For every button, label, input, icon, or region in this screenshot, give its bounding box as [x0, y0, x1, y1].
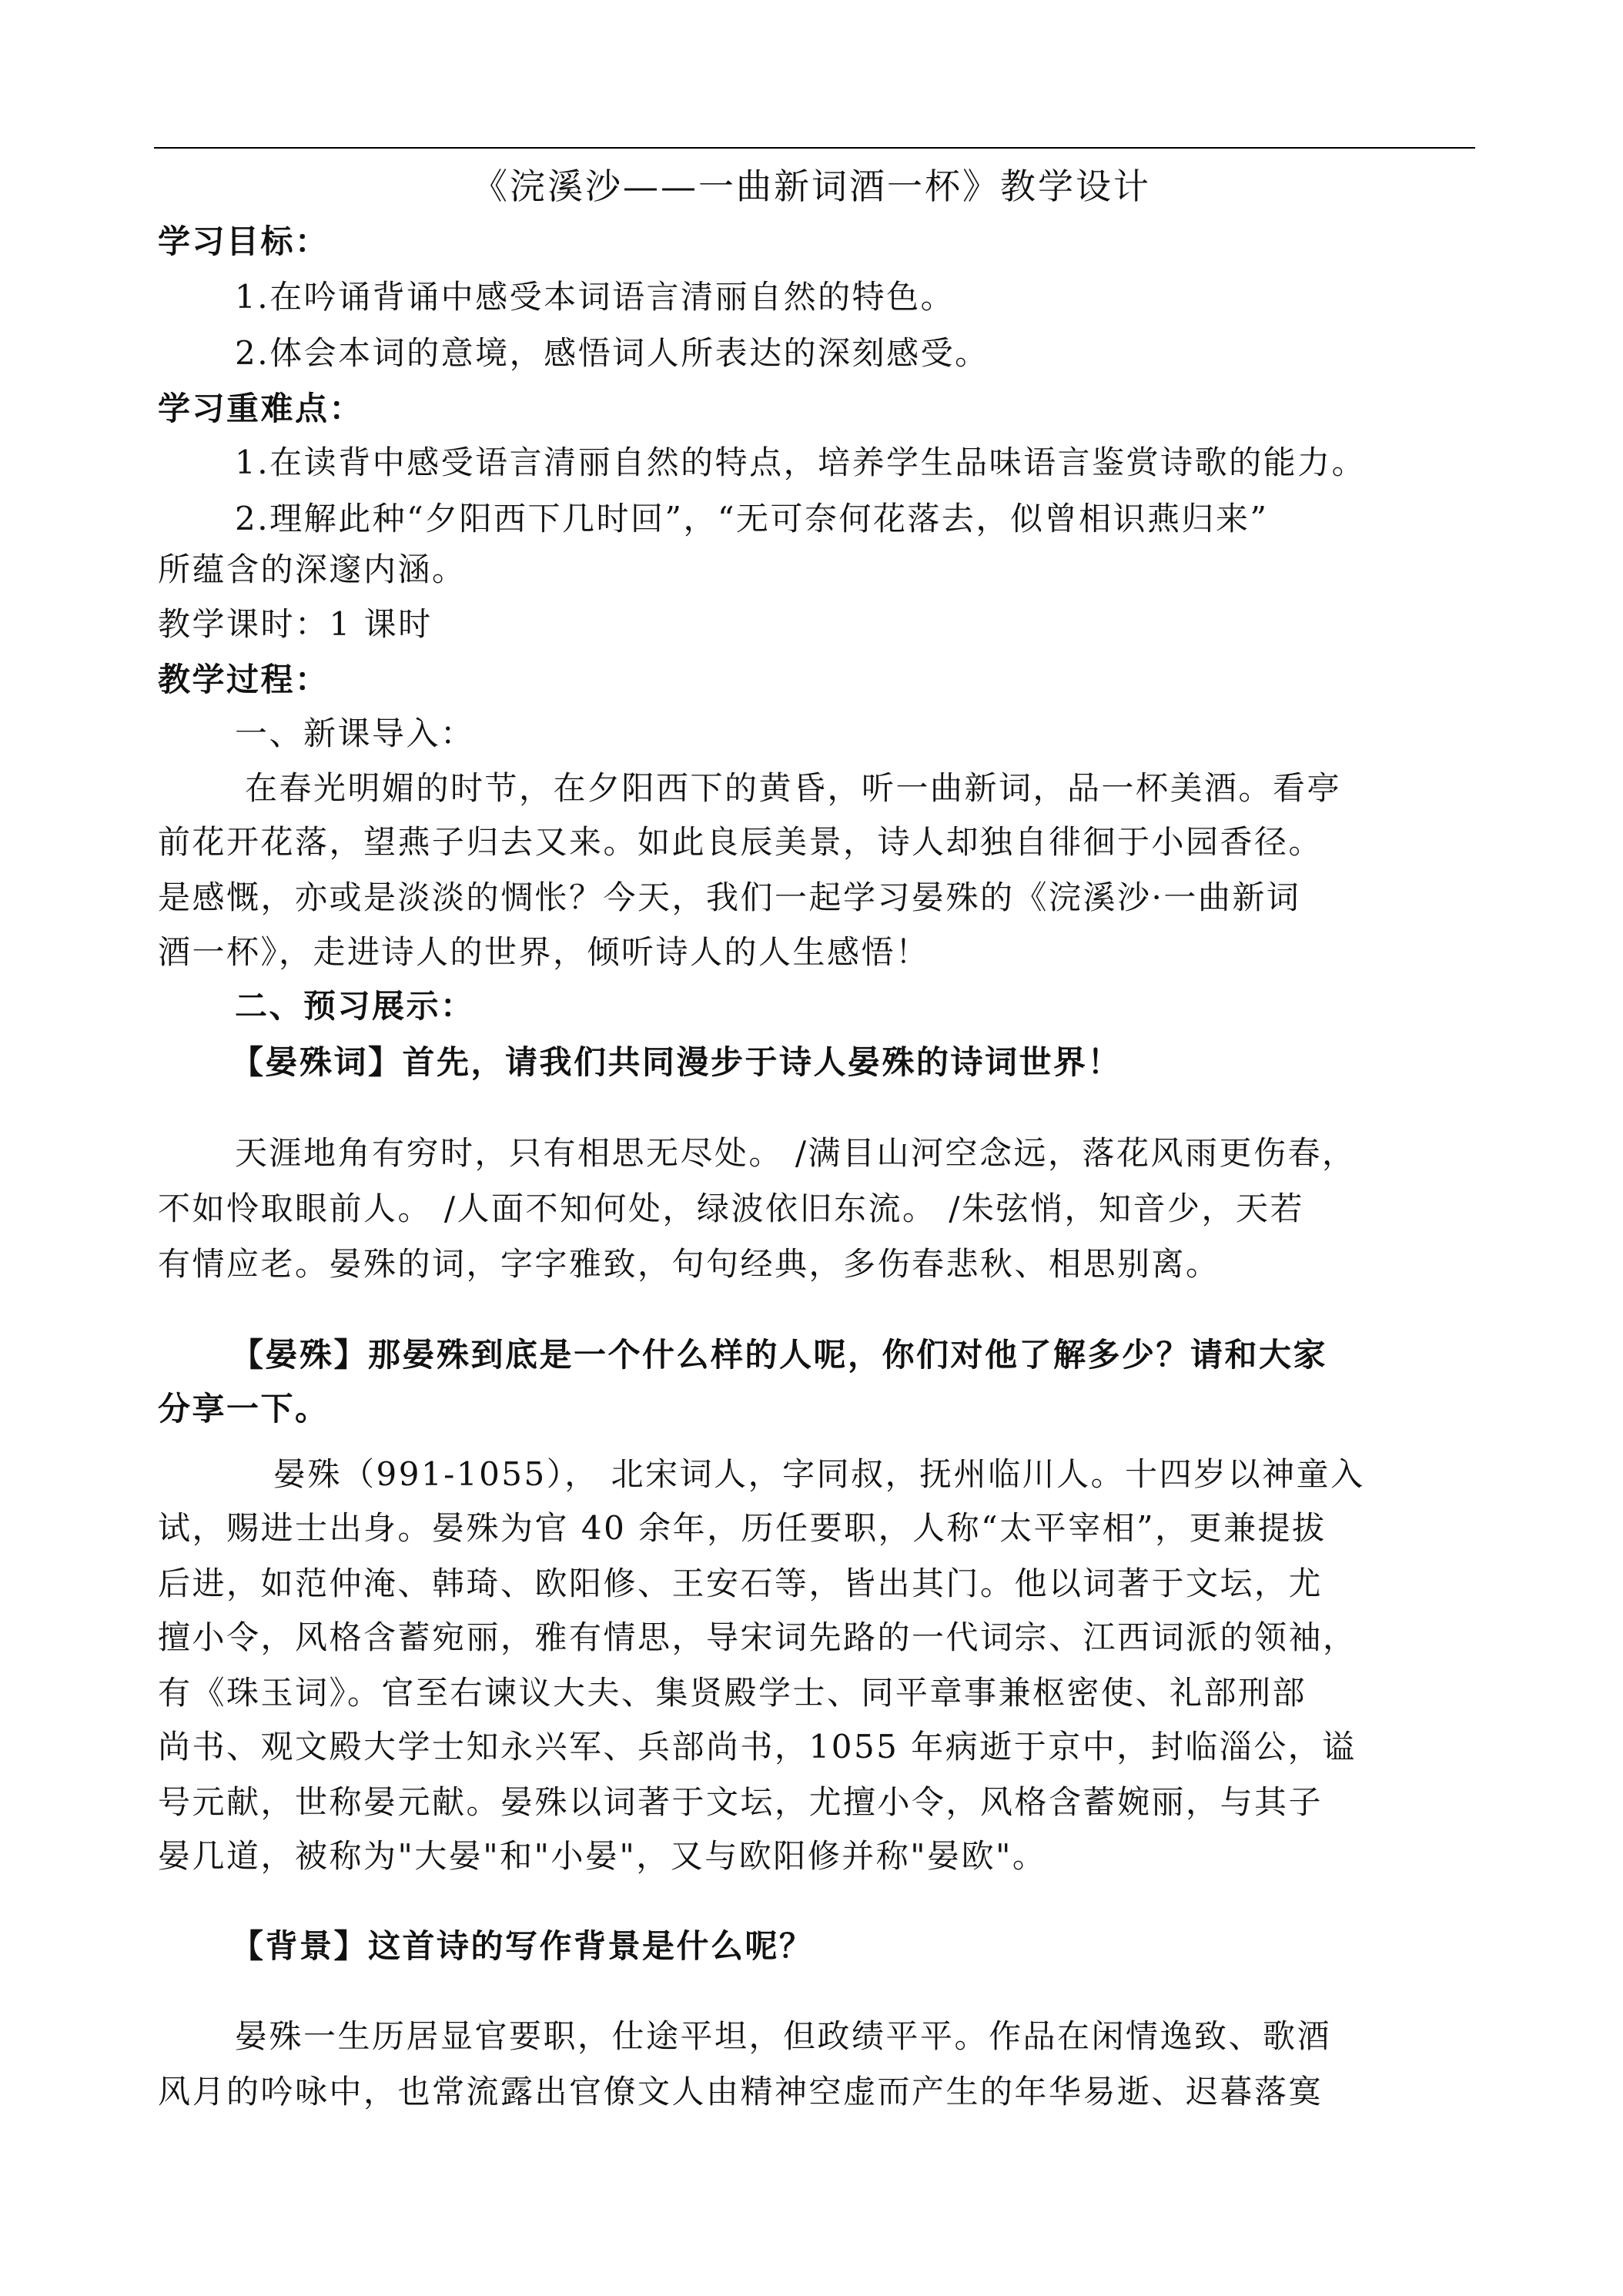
- bio-paragraph-line-7: 号元献，世称晏元献。晏殊以词著于文坛，尤擅小令，风格含蓄婉丽，与其子: [158, 1783, 1323, 1821]
- key-point-1: 1.在读背中感受语言清丽自然的特点，培养学生品味语言鉴赏诗歌的能力。: [235, 443, 1367, 481]
- background-heading: 【背景】这首诗的写作背景是什么呢？: [231, 1927, 814, 1965]
- bio-paragraph-line-6: 尚书、观文殿大学士知永兴军、兵部尚书，1055 年病逝于京中，封临淄公，谥: [158, 1728, 1357, 1766]
- intro-paragraph-line-4: 酒一杯》，走进诗人的世界，倾听诗人的人生感悟！: [158, 933, 930, 971]
- background-paragraph-line-1: 晏殊一生历居显官要职，仕途平坦，但政绩平平。作品在闲情逸致、歌酒: [235, 2017, 1332, 2055]
- heading-teaching-process: 教学过程：: [158, 661, 330, 698]
- bio-paragraph-line-4: 擅小令，风格含蓄宛丽，雅有情思，导宋词先路的一代词宗、江西词派的领袖，: [158, 1618, 1357, 1656]
- ci-paragraph-line-3: 有情应老。晏殊的词，字字雅致，句句经典，多伤春悲秋、相思别离。: [158, 1245, 1220, 1283]
- ci-paragraph-line-2: 不如怜取眼前人。 /人面不知何处，绿波依旧东流。 /朱弦悄，知音少，天若: [158, 1190, 1305, 1227]
- yanshu-bio-heading-continued: 分享一下。: [158, 1390, 330, 1427]
- bio-paragraph-line-1: 晏殊（991-1055）， 北宋词人，字同叔，抚州临川人。十四岁以神童入: [273, 1455, 1365, 1493]
- bio-paragraph-line-2: 试，赐进士出身。晏殊为官 40 余年，历任要职，人称“太平宰相”，更兼提拔: [158, 1509, 1327, 1547]
- yanshu-ci-heading: 【晏殊词】首先，请我们共同漫步于诗人晏殊的诗词世界！: [231, 1043, 1123, 1081]
- intro-paragraph-line-3: 是感慨，亦或是淡淡的惆怅？今天，我们一起学习晏殊的《浣溪沙·一曲新词: [158, 879, 1301, 916]
- goal-item-1: 1.在吟诵背诵中感受本词语言清丽自然的特色。: [235, 278, 955, 316]
- bio-paragraph-line-3: 后进，如范仲淹、韩琦、欧阳修、王安石等，皆出其门。他以词著于文坛，尤: [158, 1565, 1323, 1602]
- bio-paragraph-line-5: 有《珠玉词》。官至右谏议大夫、集贤殿学士、同平章事兼枢密使、礼部刑部: [158, 1674, 1307, 1712]
- section-2-title: 二、预习展示：: [235, 987, 475, 1025]
- header-rule: [154, 147, 1475, 149]
- heading-key-points: 学习重难点：: [158, 390, 364, 427]
- section-1-title: 一、新课导入：: [235, 715, 475, 752]
- background-paragraph-line-2: 风月的吟咏中，也常流露出官僚文人由精神空虚而产生的年华易逝、迟暮落寞: [158, 2073, 1323, 2110]
- ci-paragraph-line-1: 天涯地角有穷时，只有相思无尽处。 /满目山河空念远，落花风雨更伤春，: [235, 1134, 1357, 1172]
- key-point-2-continued: 所蕴含的深邃内涵。: [158, 551, 467, 588]
- bio-paragraph-line-8: 晏几道，被称为"大晏"和"小晏"，又与欧阳修并称"晏欧"。: [158, 1837, 1047, 1875]
- key-point-2: 2.理解此种“夕阳西下几时回”，“无可奈何花落去，似曾相识燕归来”: [235, 500, 1269, 537]
- goal-item-2: 2.体会本词的意境，感悟词人所表达的深刻感受。: [235, 334, 989, 372]
- heading-learning-goals: 学习目标：: [158, 223, 330, 260]
- document-title: 《浣溪沙——一曲新词酒一杯》教学设计: [472, 166, 1151, 207]
- yanshu-bio-heading: 【晏殊】那晏殊到底是一个什么样的人呢，你们对他了解多少？请和大家: [231, 1336, 1328, 1374]
- intro-paragraph-line-2: 前花开花落，望燕子归去又来。如此良辰美景，诗人却独自徘徊于小园香径。: [158, 823, 1323, 861]
- class-hours: 教学课时：1 课时: [158, 605, 433, 643]
- intro-paragraph-line-1: 在春光明媚的时节，在夕阳西下的黄昏，听一曲新词，品一杯美酒。看亭: [245, 769, 1342, 807]
